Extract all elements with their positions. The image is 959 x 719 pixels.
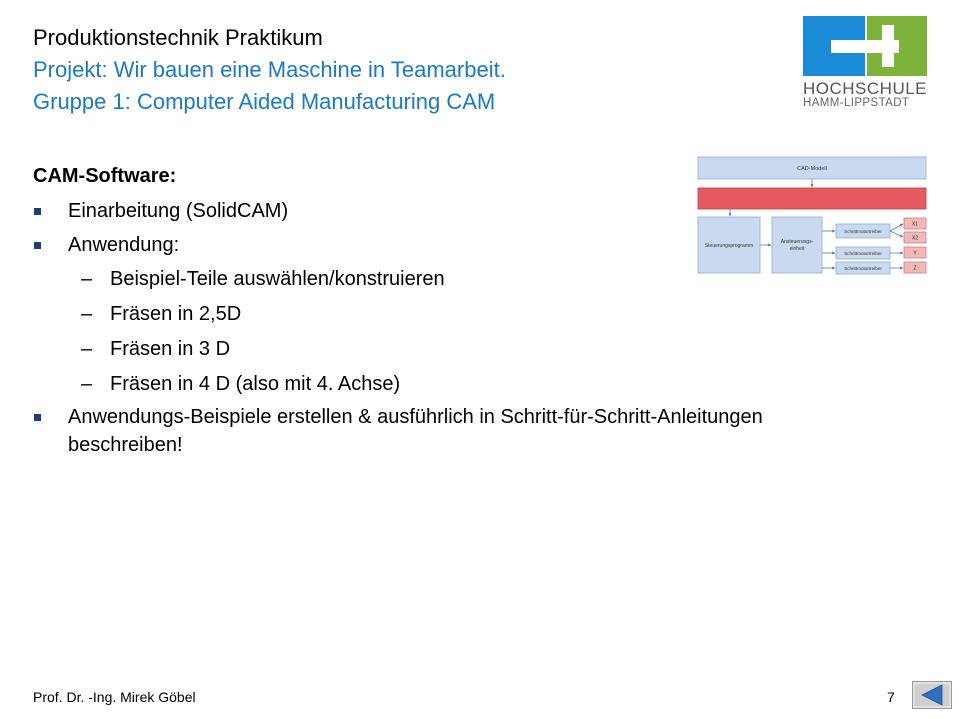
driver-label: Schrittmotortreiber [844,251,882,256]
driver-label: Schrittmotortreiber [844,266,882,271]
footer-author: Prof. Dr. -Ing. Mirek Göbel [33,689,196,705]
slide-title: Produktionstechnik Praktikum [33,25,323,50]
sub-bullet-dash: – [81,338,93,360]
driver-label: Schrittmotortreiber [844,229,882,234]
bullet-item: Einarbeitung (SolidCAM) [68,200,289,222]
university-logo [803,16,927,112]
section-heading: CAM-Software: [33,165,177,187]
axis-label: X2 [911,235,919,242]
bullet-marker [34,208,41,215]
slide-subtitle-group: Gruppe 1: Computer Aided Manufacturing CAM [33,89,496,114]
cad-model-label: CAD-Modell [797,166,827,172]
cam-workflow-diagram [697,155,929,280]
arrow-line [890,224,903,231]
cam-red-bar [698,188,926,209]
bullet-item: Anwendung: [68,234,180,256]
sub-bullet-item: Fräsen in 4 D (also mit 4. Achse) [110,373,401,395]
control-unit-label-1: Ansteuerungs- [780,239,814,245]
page-number: 7 [887,689,895,705]
sub-bullet-item: Fräsen in 2,5D [110,303,242,325]
axis-label: Y [913,250,917,257]
control-unit-label-2: einheit [789,246,805,252]
sub-bullet-dash: – [81,373,93,395]
control-unit-box [772,217,822,273]
sub-bullet-dash: – [81,268,93,290]
bullet-item: Anwendungs-Beispiele erstellen & ausführlich in Schritt-für-Schritt-Anleitungen [68,406,763,428]
program-label: Steuerungsprogramm [704,243,754,249]
bullet-marker [34,242,41,249]
axis-label: X1 [911,221,919,228]
axis-label: Z [913,265,917,272]
logo-name-line1: HOCHSCHULE [803,79,928,98]
bullet-item-continuation: beschreiben! [68,434,183,456]
sub-bullet-item: Fräsen in 3 D [110,338,231,360]
sub-bullet-item: Beispiel-Teile auswählen/konstruieren [110,268,445,290]
back-arrow-icon[interactable] [912,681,952,709]
logo-cross-vertical [882,25,894,67]
logo-name-line2: HAMM-LIPPSTADT [803,97,910,109]
arrow-line [890,231,903,237]
slide-subtitle-project: Projekt: Wir bauen eine Maschine in Teamarbeit. [33,57,506,82]
sub-bullet-dash: – [81,303,93,325]
bullet-marker [34,414,41,421]
